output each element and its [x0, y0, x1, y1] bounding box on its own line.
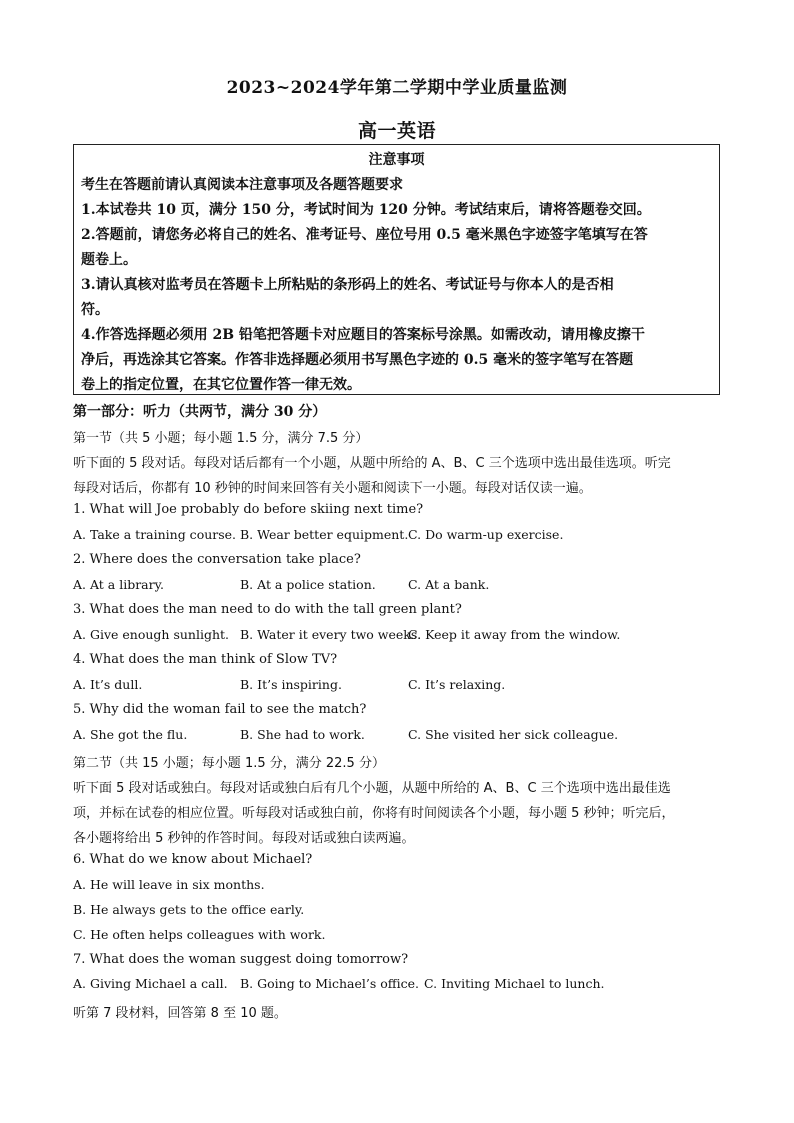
section-heading: 第二节（共 15 小题；每小题 1.5 分，满分 22.5 分） [73, 756, 385, 771]
question-4: 4. What does the man think of Slow TV? [73, 652, 338, 667]
question-2-option-b: B. At a police station. [240, 577, 376, 592]
question-7-option-c: C. Inviting Michael to lunch. [424, 976, 605, 991]
question-7: 7. What does the woman suggest doing tomorrow? [73, 952, 409, 967]
question-5-option-a: A. She got the flu. [73, 727, 188, 742]
question-6-option-b: B. He always gets to the office early. [73, 902, 305, 917]
notice-line: 4.作答选择题必须用 2B 铅笔把答题卡对应题目的答案标号涂黑。如需改动，请用橡皮擦干 [81, 327, 645, 343]
question-4-option-b: B. It’s inspiring. [240, 677, 342, 692]
instruction-line: 各小题将给出 5 秒钟的作答时间。每段对话或独白读两遍。 [73, 831, 415, 846]
instruction-line: 每段对话后，你都有 10 秒钟的时间来回答有关小题和阅读下一小题。每段对话仅读一遍。 [73, 481, 592, 496]
notice-line: 题卷上。 [81, 252, 137, 268]
question-4-option-c: C. It’s relaxing. [408, 677, 506, 692]
question-2-option-a: A. At a library. [73, 577, 164, 592]
question-1: 1. What will Joe probably do before skiing next time? [73, 502, 424, 517]
question-3-option-a: A. Give enough sunlight. [73, 627, 229, 642]
question-1-option-c: C. Do warm-up exercise. [408, 527, 564, 542]
instruction-line: 项，并标在试卷的相应位置。听每段对话或独白前，你将有时间阅读各个小题，每小题 5 秒钟；听完后， [73, 806, 675, 821]
question-5-option-c: C. She visited her sick colleague. [408, 727, 619, 742]
question-5: 5. Why did the woman fail to see the match? [73, 702, 367, 717]
section-heading: 第一节（共 5 小题；每小题 1.5 分，满分 7.5 分） [73, 431, 369, 446]
notice-title: 注意事项 [368, 152, 425, 168]
notice-line: 2.答题前，请您务必将自己的姓名、准考证号、座位号用 0.5 毫米黑色字迹签字笔填写在答 [81, 227, 648, 243]
exam-subject: 高一英语 [357, 120, 436, 142]
question-2-option-c: C. At a bank. [408, 577, 490, 592]
notice-line: 符。 [81, 302, 109, 318]
instruction-line: 听下面的 5 段对话。每段对话后都有一个小题，从题中所给的 A、B、C 三个选项中选出最佳选项。听完 [73, 456, 671, 471]
question-4-option-a: A. It’s dull. [73, 677, 143, 692]
question-3-option-b: B. Water it every two weeks. [240, 627, 422, 642]
question-3: 3. What does the man need to do with the tall green plant? [73, 602, 462, 617]
question-7-option-a: A. Giving Michael a call. [73, 976, 228, 991]
notice-line: 1.本试卷共 10 页，满分 150 分，考试时间为 120 分钟。考试结束后，请将答题卷交回。 [81, 202, 651, 218]
question-7-option-b: B. Going to Michael’s office. [240, 976, 420, 991]
part-heading: 第一部分：听力（共两节，满分 30 分） [73, 404, 327, 420]
question-3-option-c: C. Keep it away from the window. [408, 627, 621, 642]
notice-line: 3.请认真核对监考员在答题卡上所粘贴的条形码上的姓名、考试证号与你本人的是否相 [81, 277, 614, 293]
notice-box [73, 144, 720, 395]
question-5-option-b: B. She had to work. [240, 727, 365, 742]
exam-title: 2023~2024学年第二学期中学业质量监测 [226, 78, 568, 98]
question-1-option-a: A. Take a training course. [73, 527, 237, 542]
notice-line: 卷上的指定位置，在其它位置作答一律无效。 [81, 377, 361, 393]
question-6: 6. What do we know about Michael? [73, 852, 313, 867]
instruction-line: 听下面 5 段对话或独白。每段对话或独白后有几个小题，从题中所给的 A、B、C 三个选项中选出最佳选 [73, 781, 671, 796]
question-6-option-a: A. He will leave in six months. [73, 877, 265, 892]
question-6-option-c: C. He often helps colleagues with work. [73, 927, 326, 942]
question-2: 2. Where does the conversation take place? [73, 552, 361, 567]
notice-line: 考生在答题前请认真阅读本注意事项及各题答题要求 [81, 177, 403, 193]
next-material-note: 听第 7 段材料，回答第 8 至 10 题。 [73, 1006, 287, 1021]
notice-line: 净后，再选涂其它答案。作答非选择题必须用书写黑色字迹的 0.5 毫米的签字笔写在答题 [81, 352, 634, 368]
question-1-option-b: B. Wear better equipment. [240, 527, 409, 542]
